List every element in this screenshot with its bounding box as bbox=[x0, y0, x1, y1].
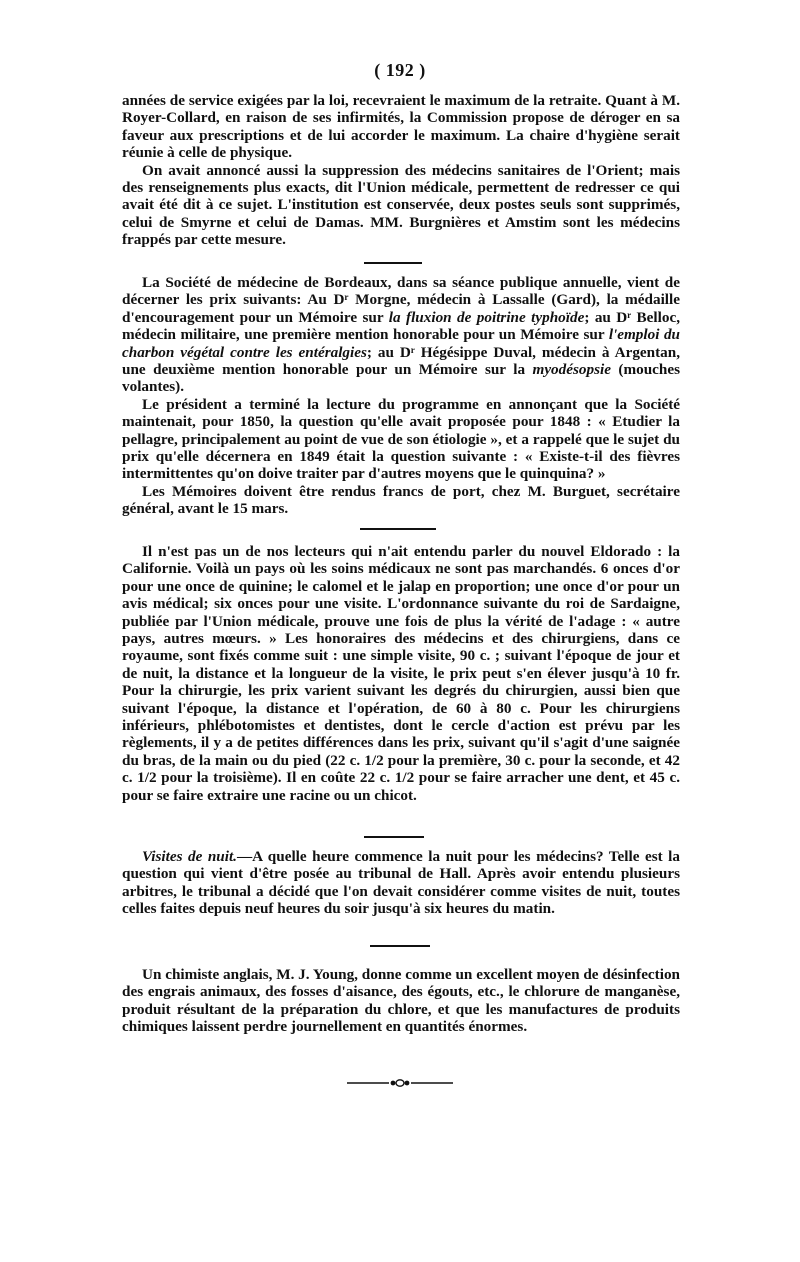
section-divider bbox=[370, 945, 430, 947]
text-run: (mouches volantes). bbox=[122, 361, 680, 396]
paragraph: Il n'est pas un de nos lecteurs qui n'ait entendu parler du nouvel Eldorado : la Californie. Voilà un pays où les soins médicaux ne sont pas marchandés. 6 onces d'or pour une once de quinine; le calomel et le jalap en proportion; une once d'or pour un avis médical; six onces pour une visite. L'ordonnance suivante du roi de Sardaigne, publiée par l'Union médicale, prouve une fois de plus la vérité de l'adage : « autre pays, autres mœurs. » Les honoraires des médecins et des chirurgiens, dans ce royaume, sont fixés comme suit : une simple visite, 90 c. ; suivant l'époque de jour et de nuit, la distance et la longueur de la visite, le prix peut s'en élever jusqu'à 10 fr. Pour la chirurgie, les prix varient suivant les degrés du chirurgien, aussi bien que suivant l'époque, la distance et l'opération, de 60 à 80 c. Pour les chirurgiens inférieurs, phlébotomistes et dentistes, dont le cercle d'action est prévu par les règlements, il y a de petites différences dans les prix, suivant qu'il s'agit d'une saignée du bras, de la main ou du pied (22 c. 1/2 pour la première, 30 c. pour la seconde, et 42 c. 1/2 pour la troisième). Il en coûte 22 c. 1/2 pour se faire arracher une dent, et 45 c. pour se faire extraire une racine ou un chicot. bbox=[122, 543, 680, 804]
section-visites-de-nuit bbox=[122, 848, 680, 918]
paragraph: Le président a terminé la lecture du programme en annonçant que la Société maintenait, pour 1850, la question qu'elle avait proposée pour 1848 : « Etudier la pellagre, principalement au point de vue de son étiologie », et a rappelé que le sujet du prix qu'elle décernera en 1849 était la question suivante : « Existe-t-il des fièvres intermittentes qu'on doive traiter par d'autres moyens que le quinquina? » bbox=[122, 395, 680, 483]
section-divider bbox=[364, 262, 422, 264]
section-heading: Visites de nuit. bbox=[142, 848, 237, 865]
section-bordeaux bbox=[122, 274, 680, 518]
text-run: ; au Dʳ Hégésippe Duval, médecin à Argentan, une deuxième mention honorable pour un Mémoire sur la bbox=[122, 343, 680, 379]
paragraph bbox=[122, 274, 680, 396]
section-californie bbox=[122, 543, 680, 804]
text-run: —A quelle heure commence la nuit pour les médecins? Telle est la question qui vient d'être posée au tribunal de Hall. Après avoir entendu plusieurs arbitres, le tribunal a décidé que l'on devait considérer comme visites de nuit, toutes celles faites depuis neuf heures du soir jusqu'à six heures du matin. bbox=[122, 848, 680, 918]
section-retraite bbox=[122, 92, 680, 249]
section-divider bbox=[360, 528, 436, 530]
italic-term: myodésopsie bbox=[532, 361, 611, 379]
end-ornament bbox=[345, 1078, 455, 1088]
paragraph: Un chimiste anglais, M. J. Young, donne comme un excellent moyen de désinfection des engrais animaux, des fosses d'aisance, des égouts, etc., le chlorure de manganèse, produit résultant de la préparation du chlore, et que les manufactures de produits chimiques laissent perdre journellement en quantités énormes. bbox=[122, 966, 680, 1036]
paragraph: On avait annoncé aussi la suppression des médecins sanitaires de l'Orient; mais des renseignements plus exacts, dit l'Union médicale, permettent de redresser ce qui avait été dit à ce sujet. L'institution est conservée, deux postes seuls sont supprimés, celui de Smyrne et celui de Damas. MM. Burgnières et Amstim sont les médecins frappés par cette mesure. bbox=[122, 161, 680, 249]
paragraph bbox=[122, 848, 680, 918]
paragraph: Les Mémoires doivent être rendus francs de port, chez M. Burguet, secrétaire général, avant le 15 mars. bbox=[122, 482, 680, 518]
text-run: La Société de médecine de Bordeaux, dans sa séance publique annuelle, vient de décerner les prix suivants: Au Dʳ Morgne, médecin à Lassalle (Gard), la médaille d'encouragement pour un Mémoire sur bbox=[122, 274, 680, 326]
section-divider bbox=[364, 836, 424, 838]
page-number: ( 192 ) bbox=[374, 60, 426, 80]
section-chimiste bbox=[122, 966, 680, 1036]
italic-title: l'emploi du charbon végétal contre les entéralgies bbox=[122, 326, 680, 361]
italic-title: la fluxion de poitrine typhoïde bbox=[388, 308, 585, 326]
text-run: ; au Dʳ Belloc, médecin militaire, une première mention honorable pour un Mémoire sur bbox=[122, 308, 680, 344]
paragraph: années de service exigées par la loi, recevraient le maximum de la retraite. Quant à M. Royer-Collard, en raison de ses infirmités, la Commission propose de déroger en sa faveur aux prescriptions et de lui accorder le maximum. La chaire d'hygiène serait réunie à celle de physique. bbox=[122, 92, 680, 162]
